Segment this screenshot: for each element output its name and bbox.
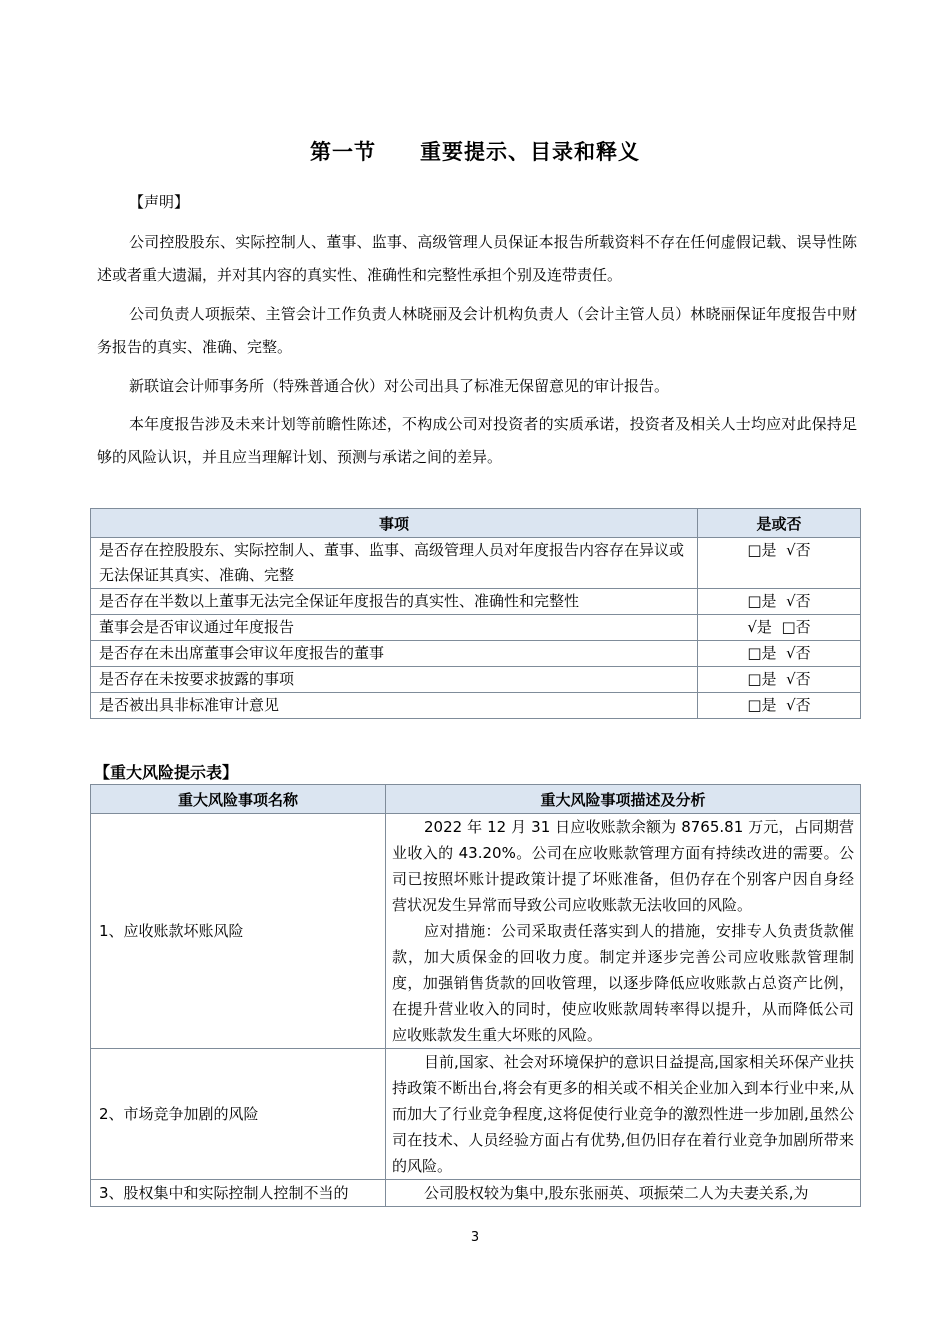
table-row (91, 589, 861, 615)
column-header-item: 事项 (91, 509, 698, 538)
statement-paragraph: 公司控股股东、实际控制人、董事、监事、高级管理人员保证本报告所载资料不存在任何虚假记载、误导性陈述或者重大遗漏，并对其内容的真实性、准确性和完整性承担个别及连带责任。 (97, 233, 857, 284)
page-number: 3 (470, 1230, 480, 1245)
column-header-risk-name: 重大风险事项名称 (91, 785, 386, 814)
answer-cell: □是 √否 (698, 589, 861, 615)
item-cell: 是否存在未出席董事会审议年度报告的董事 (91, 641, 698, 667)
answer-cell: □是 √否 (698, 538, 861, 589)
table-row (91, 538, 861, 589)
table-row (91, 814, 861, 1049)
table-header-row (91, 785, 861, 814)
risk-name-cell: 2、市场竞争加剧的风险 (91, 1049, 386, 1180)
column-header-risk-desc: 重大风险事项描述及分析 (386, 785, 861, 814)
table-row (91, 1049, 861, 1180)
item-cell: 是否存在控股股东、实际控制人、董事、监事、高级管理人员对年度报告内容存在异议或无法保证其真实、准确、完整 (91, 538, 698, 589)
table-row (91, 615, 861, 641)
item-cell: 是否被出具非标准审计意见 (91, 693, 698, 719)
statement-paragraph: 本年度报告涉及未来计划等前瞻性陈述，不构成公司对投资者的实质承诺，投资者及相关人士均应对此保持足够的风险认识，并且应当理解计划、预测与承诺之间的差异。 (97, 415, 857, 466)
risk-description-cell (386, 814, 861, 1049)
risk-description-paragraph: 公司股权较为集中,股东张丽英、项振荣二人为夫妻关系,为 (424, 1184, 809, 1202)
column-header-answer: 是或否 (698, 509, 861, 538)
item-cell: 董事会是否审议通过年度报告 (91, 615, 698, 641)
table-row (91, 667, 861, 693)
risk-description-paragraph: 2022 年 12 月 31 日应收账款余额为 8765.81 万元，占同期营业收入的 43.20%。公司在应收账款管理方面有持续改进的需要。公司已按照坏账计提政策计提了坏账准备，但仍存在个别客户因自身经营状况发生异常而导致公司应收账款无法收回的风险。 (392, 818, 854, 914)
answer-cell: □是 √否 (698, 693, 861, 719)
risk-description-paragraph: 目前,国家、社会对环境保护的意识日益提高,国家相关环保产业扶持政策不断出台,将会有更多的相关或不相关企业加入到本行业中来,从而加大了行业竞争程度,这将促使行业竞争的激烈性进一步加剧,虽然公司在技术、人员经验方面占有优势,但仍旧存在着行业竞争加剧所带来的风险。 (392, 1053, 854, 1175)
section-title: 第一节 重要提示、目录和释义 (310, 140, 640, 164)
risk-description-cell (386, 1049, 861, 1180)
statement-paragraph: 新联谊会计师事务所（特殊普通合伙）对公司出具了标准无保留意见的审计报告。 (129, 377, 670, 395)
answer-cell: □是 √否 (698, 641, 861, 667)
statement-paragraph: 公司负责人项振荣、主管会计工作负责人林晓丽及会计机构负责人（会计主管人员）林晓丽保证年度报告中财务报告的真实、准确、完整。 (97, 305, 857, 356)
item-cell: 是否存在未按要求披露的事项 (91, 667, 698, 693)
answer-cell: □是 √否 (698, 667, 861, 693)
risk-name-cell: 3、股权集中和实际控制人控制不当的 (91, 1180, 386, 1207)
risk-description-cell (386, 1180, 861, 1207)
risk-table-heading: 【重大风险提示表】 (94, 763, 239, 782)
table-header-row (91, 509, 861, 538)
answer-cell: √是 □否 (698, 615, 861, 641)
item-cell: 是否存在半数以上董事无法完全保证年度报告的真实性、准确性和完整性 (91, 589, 698, 615)
table-row (91, 641, 861, 667)
table-row (91, 693, 861, 719)
confirmation-table (90, 508, 861, 719)
risk-name-cell: 1、应收账款坏账风险 (91, 814, 386, 1049)
risk-table (90, 784, 861, 1207)
risk-description-paragraph: 应对措施：公司采取责任落实到人的措施，安排专人负责货款催款，加大质保金的回收力度。制定并逐步完善公司应收账款管理制度，加强销售货款的回收管理，以逐步降低应收账款占总资产比例，在提升营业收入的同时，使应收账款周转率得以提升，从而降低公司应收账款发生重大坏账的风险。 (392, 922, 854, 1044)
declaration-label: 【声明】 (129, 193, 190, 211)
table-row (91, 1180, 861, 1207)
